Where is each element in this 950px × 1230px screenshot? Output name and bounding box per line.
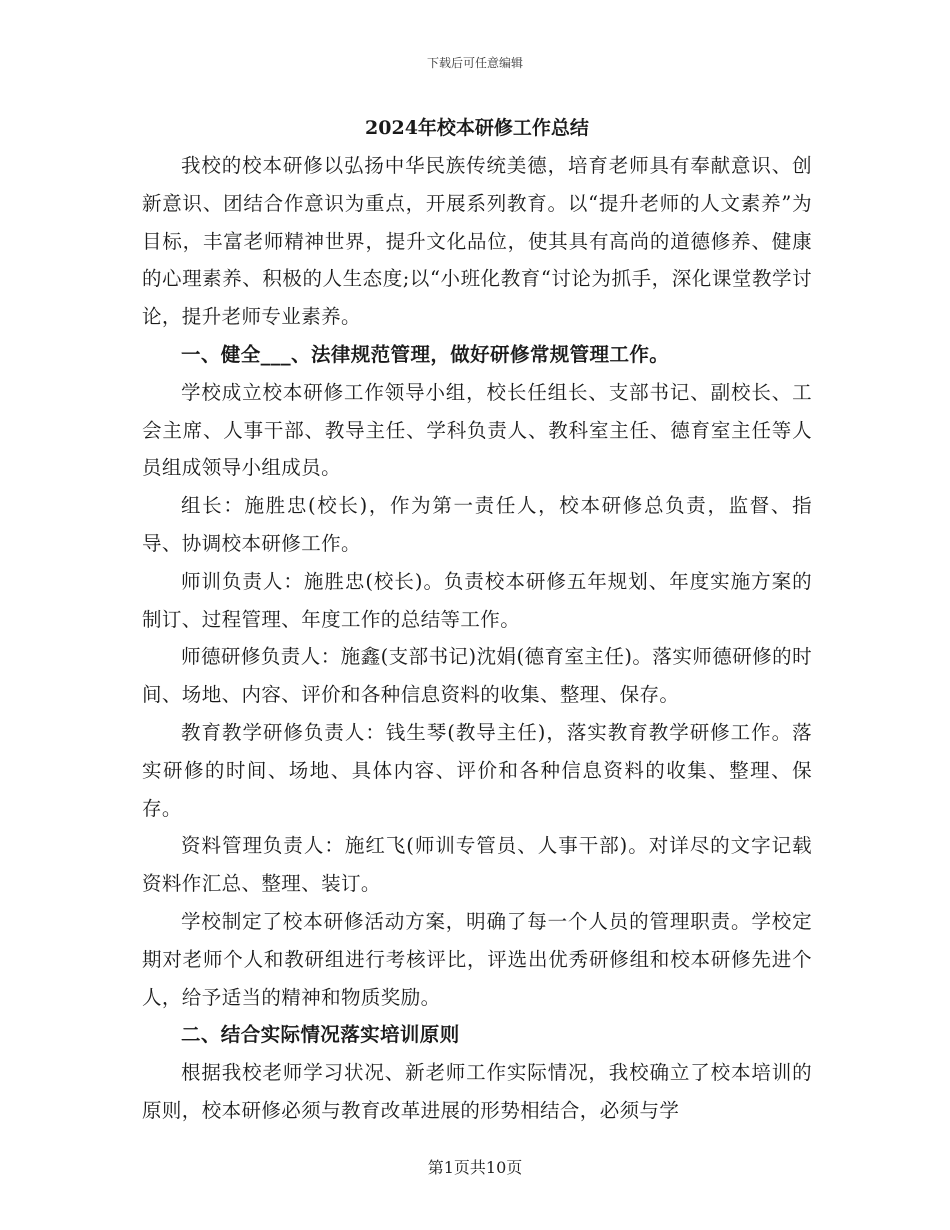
paragraph-group-leader: 组长：施胜忠(校长)，作为第一责任人，校本研修总负责，监督、指导、协调校本研修工作。 [142,494,812,555]
section-heading-1: 一、健全___、法律规范管理，做好研修常规管理工作。 [181,342,670,366]
page-footer: 第1页共10页 [427,1158,523,1177]
paragraph-teaching-lead: 教育教学研修负责人：钱生琴(教导主任)，落实教育教学研修工作。落实研修的时间、场地、具体内容、评价和各种信息资料的收集、整理、保存。 [142,720,812,820]
paragraph-training-principles: 根据我校老师学习状况、新老师工作实际情况，我校确立了校本培训的原则，校本研修必须与教育改革进展的形势相结合，必须与学 [142,1061,812,1122]
document-title: 2024年校本研修工作总结 [365,117,589,139]
section-heading-2: 二、结合实际情况落实培训原则 [181,1023,460,1047]
paragraph-leadership-group: 学校成立校本研修工作领导小组，校长任组长、支部书记、副校长、工会主席、人事干部、教导主任、学科负责人、教科室主任、德育室主任等人员组成领导小组成员。 [142,380,812,480]
paragraph-intro: 我校的校本研修以弘扬中华民族传统美德，培育老师具有奉献意识、创新意识、团结合作意识为重点，开展系列教育。以“提升老师的人文素养”为目标，丰富老师精神世界，提升文化品位，使其具有高尚的道德修养、健康的心理素养、积极的人生态度;以“小班化教育“讨论为抓手，深化课堂教学讨论，提升老师专业素养。 [142,154,812,329]
paragraph-activity-plan: 学校制定了校本研修活动方案，明确了每一个人员的管理职责。学校定期对老师个人和教研组进行考核评比，评选出优秀研修组和校本研修先进个人，给予适当的精神和物质奖励。 [142,909,812,1009]
paragraph-ethics-lead: 师德研修负责人：施鑫(支部书记)沈娟(德育室主任)。落实师德研修的时间、场地、内容、评价和各种信息资料的收集、整理、保存。 [142,645,812,707]
paragraph-training-lead: 师训负责人：施胜忠(校长)。负责校本研修五年规划、年度实施方案的制订、过程管理、年度工作的总结等工作。 [142,569,812,631]
document-body [142,110,812,1130]
header-note: 下载后可任意编辑 [426,56,523,70]
paragraph-records-lead: 资料管理负责人：施红飞(师训专管员、人事干部)。对详尽的文字记载资料作汇总、整理、装订。 [142,834,812,896]
